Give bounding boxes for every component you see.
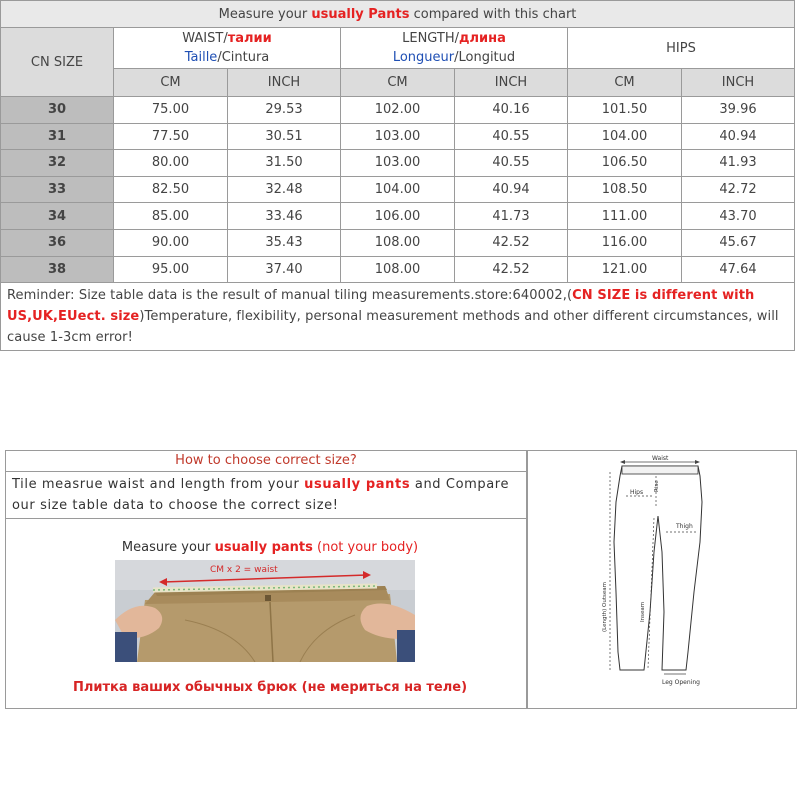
measurement-cell: 35.43 bbox=[228, 229, 341, 256]
table-row bbox=[1, 256, 795, 283]
measurement-cell: 104.00 bbox=[341, 176, 455, 203]
measurement-cell: 106.50 bbox=[568, 150, 682, 177]
diagram-hips-label: Hips bbox=[630, 489, 644, 496]
table-row bbox=[1, 203, 795, 230]
unit-cm: CM bbox=[114, 69, 228, 97]
measurement-cell: 85.00 bbox=[114, 203, 228, 230]
diagram-waist-label: Waist bbox=[652, 455, 669, 462]
size-cell: 33 bbox=[1, 176, 114, 203]
measurement-cell: 106.00 bbox=[341, 203, 455, 230]
diagram-rise-label: Rise bbox=[654, 480, 660, 492]
measurement-cell: 102.00 bbox=[341, 97, 455, 124]
measurement-cell: 41.93 bbox=[682, 150, 795, 177]
measurement-cell: 75.00 bbox=[114, 97, 228, 124]
measurement-cell: 43.70 bbox=[682, 203, 795, 230]
table-row bbox=[1, 123, 795, 150]
size-cell: 31 bbox=[1, 123, 114, 150]
measurement-cell: 80.00 bbox=[114, 150, 228, 177]
measurement-cell: 101.50 bbox=[568, 97, 682, 124]
measure-caption: Measure your usually pants (not your body) bbox=[121, 540, 419, 555]
cn-size-header: CN SIZE bbox=[1, 28, 114, 97]
size-cell: 30 bbox=[1, 97, 114, 124]
measurement-cell: 108.50 bbox=[568, 176, 682, 203]
measurement-cell: 95.00 bbox=[114, 256, 228, 283]
photo-label: CM x 2 = waist bbox=[210, 565, 278, 575]
reminder-note: Reminder: Size table data is the result of manual tiling measurements.store:640002,(CN SIZE is different with US,UK,EUect. size)Temperature, flexibility, personal measurement methods and other different circumstances, will cause 1-3cm error! bbox=[1, 283, 795, 351]
table-row bbox=[1, 176, 795, 203]
measurement-cell: 45.67 bbox=[682, 229, 795, 256]
unit-cm: CM bbox=[341, 69, 455, 97]
measurement-cell: 111.00 bbox=[568, 203, 682, 230]
measurement-cell: 40.55 bbox=[455, 150, 568, 177]
measurement-cell: 82.50 bbox=[114, 176, 228, 203]
measurement-cell: 31.50 bbox=[228, 150, 341, 177]
measurement-cell: 121.00 bbox=[568, 256, 682, 283]
table-row bbox=[1, 97, 795, 124]
size-cell: 34 bbox=[1, 203, 114, 230]
unit-cm: CM bbox=[568, 69, 682, 97]
measurement-cell: 42.72 bbox=[682, 176, 795, 203]
diagram-outseam-label: (Length) Outseam bbox=[602, 582, 608, 632]
waist-header: WAIST/талии Taille/Cintura bbox=[114, 28, 341, 69]
measurement-cell: 40.94 bbox=[455, 176, 568, 203]
measurement-cell: 104.00 bbox=[568, 123, 682, 150]
measurement-cell: 90.00 bbox=[114, 229, 228, 256]
divider bbox=[5, 518, 527, 519]
measurement-cell: 103.00 bbox=[341, 150, 455, 177]
measurement-cell: 41.73 bbox=[455, 203, 568, 230]
russian-caption: Плитка ваших обычных брюк (не мериться на теле) bbox=[72, 680, 468, 695]
measurement-cell: 39.96 bbox=[682, 97, 795, 124]
measurement-cell: 40.55 bbox=[455, 123, 568, 150]
measurement-cell: 32.48 bbox=[228, 176, 341, 203]
how-to-instructions: Tile measrue waist and length from your usually pants and Compare our size table data to choose the correct size! bbox=[12, 477, 510, 513]
measurement-cell: 40.16 bbox=[455, 97, 568, 124]
table-title-row bbox=[1, 1, 795, 28]
hips-header: HIPS bbox=[568, 28, 795, 69]
unit-inch: INCH bbox=[228, 69, 341, 97]
table-row bbox=[1, 229, 795, 256]
unit-inch: INCH bbox=[455, 69, 568, 97]
measurement-cell: 103.00 bbox=[341, 123, 455, 150]
measurement-cell: 116.00 bbox=[568, 229, 682, 256]
size-cell: 38 bbox=[1, 256, 114, 283]
table-header-row bbox=[1, 28, 795, 69]
length-header: LENGTH/длина Longueur/Longitud bbox=[341, 28, 568, 69]
measurement-cell: 29.53 bbox=[228, 97, 341, 124]
measurement-cell: 47.64 bbox=[682, 256, 795, 283]
measurement-cell: 40.94 bbox=[682, 123, 795, 150]
size-cell: 32 bbox=[1, 150, 114, 177]
diagram-leg-opening-label: Leg Opening bbox=[662, 679, 700, 686]
unit-inch: INCH bbox=[682, 69, 795, 97]
measurement-cell: 108.00 bbox=[341, 229, 455, 256]
measurement-cell: 42.52 bbox=[455, 229, 568, 256]
unit-row bbox=[1, 69, 795, 97]
measurement-cell: 33.46 bbox=[228, 203, 341, 230]
how-to-title: How to choose correct size? bbox=[5, 450, 527, 472]
table-row bbox=[1, 150, 795, 177]
measurement-cell: 42.52 bbox=[455, 256, 568, 283]
measurement-cell: 37.40 bbox=[228, 256, 341, 283]
pants-measurement-diagram bbox=[590, 452, 740, 692]
diagram-inseam-label: Inseam bbox=[640, 601, 646, 622]
diagram-thigh-label: Thigh bbox=[676, 523, 693, 530]
size-cell: 36 bbox=[1, 229, 114, 256]
measurement-cell: 30.51 bbox=[228, 123, 341, 150]
measuring-pants-photo bbox=[115, 560, 415, 662]
measurement-cell: 77.50 bbox=[114, 123, 228, 150]
table-title: Measure your usually Pants compared with this chart bbox=[1, 1, 795, 28]
size-chart-table bbox=[0, 0, 795, 351]
reminder-row bbox=[1, 283, 795, 351]
measurement-cell: 108.00 bbox=[341, 256, 455, 283]
